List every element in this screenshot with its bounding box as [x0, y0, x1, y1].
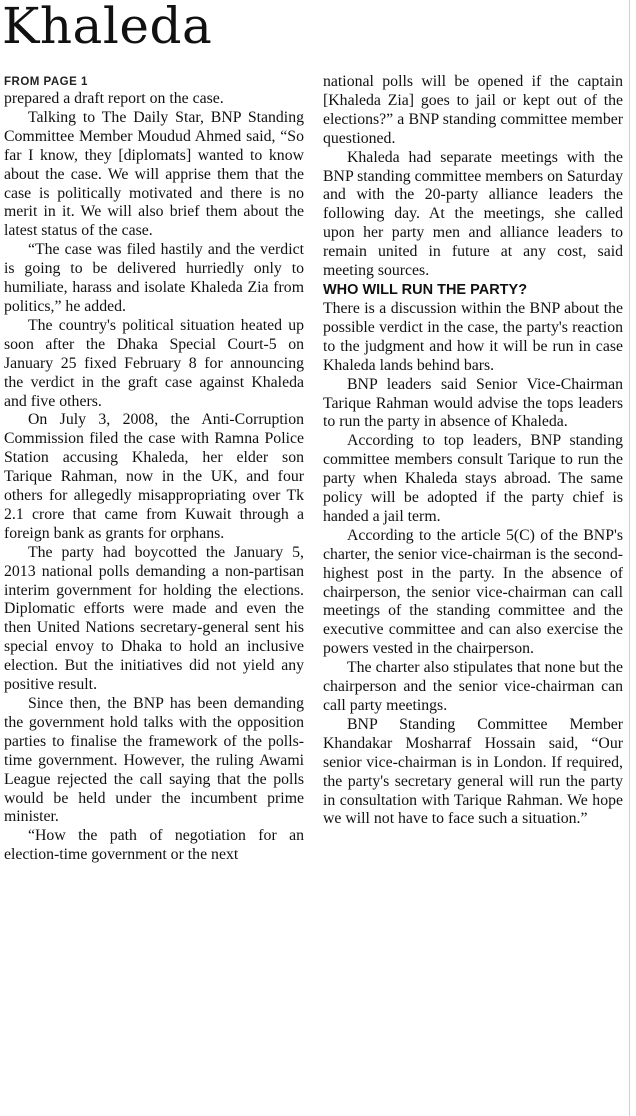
- paragraph: The country's political situation heated up soon after the Dhaka Special Court-5 on January 25 fixed February 8 for announcing the verdict in the graft case against Khaleda and five others.: [4, 316, 304, 410]
- paragraph: BNP Standing Committee Member Khandakar Mosharraf Hossain said, “Our senior vice-chairman is in London. If required, the party's secretary general will run the party in consultation with Tarique Rahman. We hope we will not have to face such a situation.”: [323, 715, 623, 828]
- from-page-label: FROM PAGE 1: [4, 76, 88, 88]
- page-edge-rule: [629, 0, 630, 1116]
- paragraph: According to top leaders, BNP standing committee members consult Tarique to run the party when Khaleda stays abroad. The same policy will be adopted if the party chief is handed a jail term.: [323, 432, 623, 525]
- left-column: [4, 75, 304, 865]
- paragraph: BNP leaders said Senior Vice-Chairman Tarique Rahman would advise the tops leaders to run the party in absence of Khaleda.: [323, 375, 623, 431]
- paragraph: “The case was filed hastily and the verdict is going to be delivered hurriedly only to humiliate, harass and isolate Khaleda Zia from politics,” he added.: [4, 241, 304, 315]
- paragraph: Since then, the BNP has been demanding the government hold talks with the opposition parties to finalise the framework of the polls-time government. However, the ruling Awami League rejected the call saying that the polls would be held under the incumbent prime minister.: [4, 695, 304, 826]
- section-subhead: WHO WILL RUN THE PARTY?: [323, 281, 528, 298]
- paragraph: Talking to The Daily Star, BNP Standing Committee Member Moudud Ahmed said, “So far I know, they [diplomats] wanted to know about the case. We will apprise them that the case is politically motivated and there is no merit in it. We will also brief them about the latest status of the case.: [4, 108, 304, 240]
- paragraph: Khaleda had separate meetings with the BNP standing committee members on Saturday and with the 20-party alliance leaders the following day. At the meetings, she called upon her party men and alliance leaders to remain united in future at any cost, said meeting sources.: [323, 148, 623, 280]
- paragraph: prepared a draft report on the case.: [4, 90, 224, 107]
- paragraph: The party had boycotted the January 5, 2013 national polls demanding a non-partisan interim government for holding the elections. Diplomatic efforts were made and even the then United Nations secretary-general sent his special envoy to Dhaka to hold an inclusive election. But the initiatives did not yield any positive result.: [4, 543, 304, 694]
- paragraph: The charter also stipulates that none but the chairperson and the senior vice-chairman can call party meetings.: [323, 659, 623, 714]
- paragraph: national polls will be opened if the captain [Khaleda Zia] goes to jail or kept out of the elections?” a BNP standing committee member questioned.: [323, 73, 623, 147]
- paragraph: According to the article 5(C) of the BNP's charter, the senior vice-chairman is the second-highest post in the party. In the absence of chairperson, the senior vice-chairman can call meetings of the standing committee and the executive committee and can also exercise the powers vested in the chairperson.: [323, 526, 623, 658]
- paragraph: On July 3, 2008, the Anti-Corruption Commission filed the case with Ramna Police Station accusing Khaleda, her elder son Tarique Rahman, now in the UK, and four others for allegedly misappropriating over Tk 2.1 crore that came from Kuwait through a foreign bank as grants for orphans.: [4, 411, 304, 542]
- right-column: [323, 73, 623, 829]
- paragraph: There is a discussion within the BNP about the possible verdict in the case, the party's reaction to the judgment and how it will be run in case Khaleda lands behind bars.: [323, 299, 623, 374]
- paragraph: “How the path of negotiation for an election-time government or the next: [4, 827, 304, 864]
- article-headline: Khaleda: [2, 0, 213, 55]
